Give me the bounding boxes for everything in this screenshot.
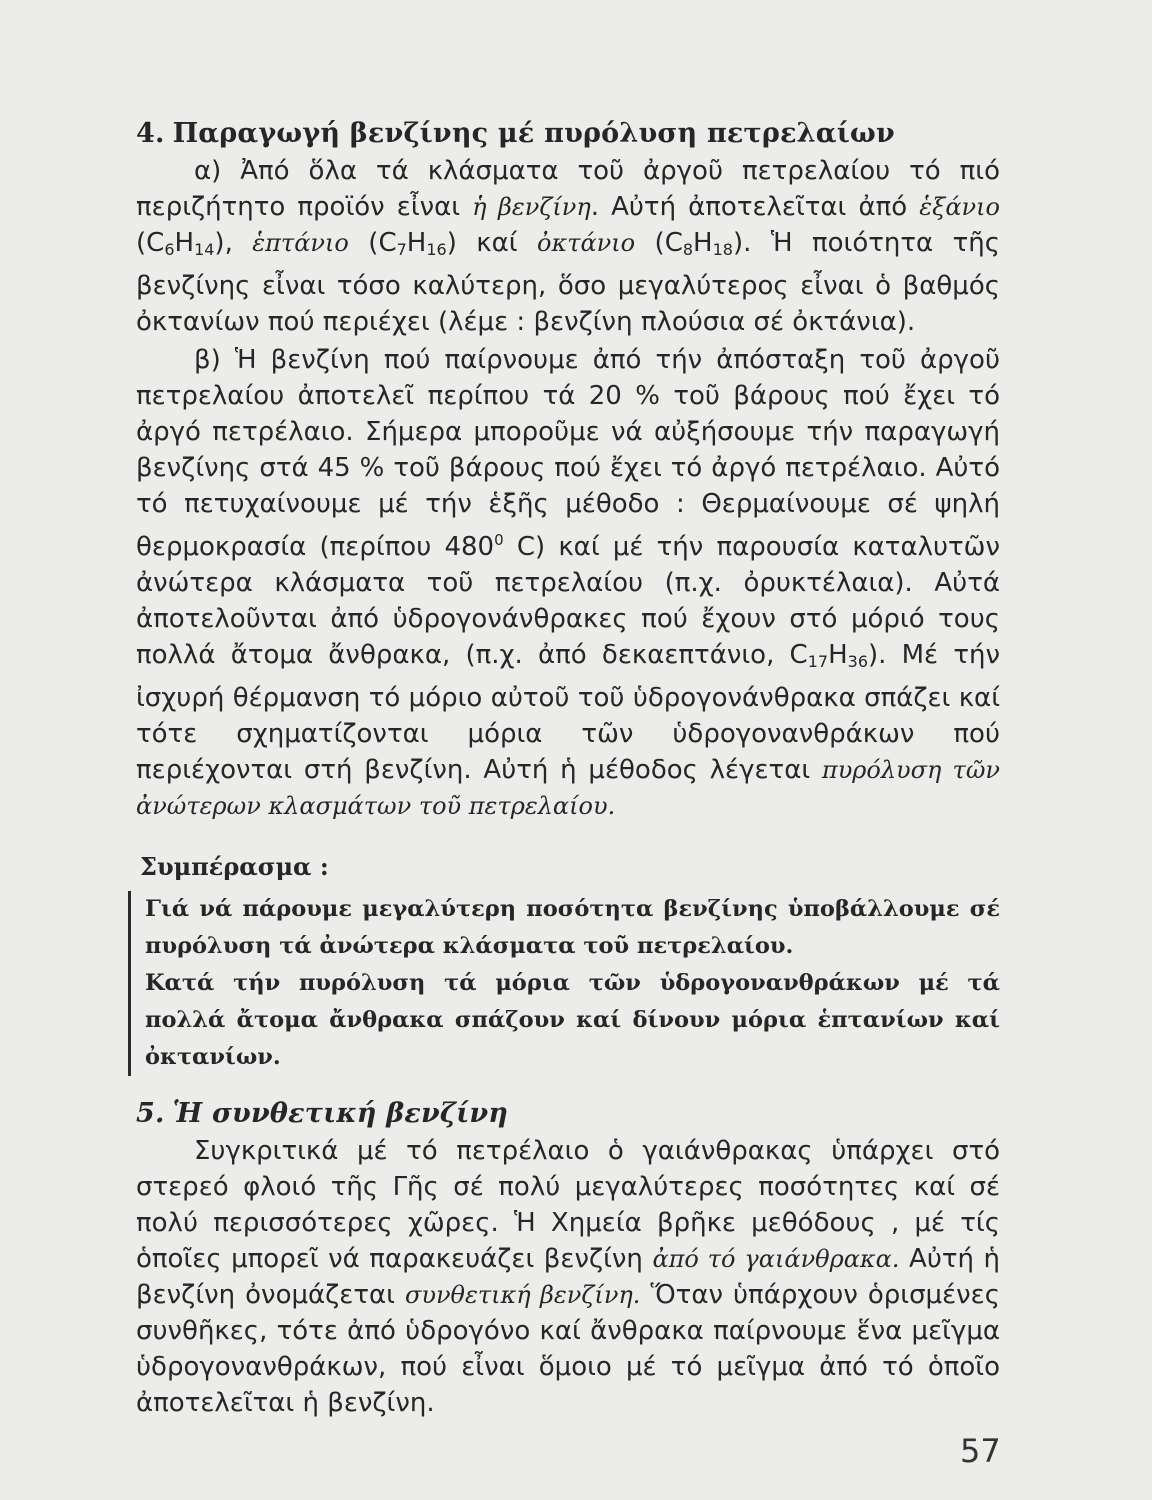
text-run: Συγκριτικά μέ τό πετρέλαιο ὁ γαιάνθρακας ὑπάρχει στό στερεό φλοιό τῆς Γῆς σέ πολύ μεγαλύτερες ποσότητες καί σέ πολύ περισσότερες χῶρες. Ἡ Χημεία βρῆκε μεθόδους , μέ τίς ὁποῖες μπορεῖ νά παρακευάζει βενζίνη (136, 1136, 1000, 1274)
section-4-heading (136, 118, 1000, 149)
italic-term: ἡ βενζίνη (472, 193, 591, 221)
text-run: ) καί (446, 228, 537, 258)
text-run: (C (348, 228, 397, 258)
section-5-heading (136, 1098, 1000, 1129)
text-run: (C (635, 228, 683, 258)
section-4-title: Παραγωγή βενζίνης μέ πυρόλυση πετρελαίων (172, 118, 895, 149)
text-run: Αὐτή ἡ βενζίνη ὀνομάζεται (136, 1244, 1000, 1310)
text-run: β) Ἡ βενζίνη πού παίρνουμε ἀπό τήν ἀπόσταξη τοῦ ἀργοῦ πετρελαίου ἀποτελεῖ περίπου τά 20 % τοῦ βάρους πού ἔχει τό ἀργό πετρέλαιο. Σήμερα μποροῦμε νά αὐξήσουμε τήν παραγωγή βενζίνης στά 45 % τοῦ βάρους πού ἔχει τό ἀργό πετρέλαιο. Αὐτό τό πετυχαίνουμε μέ τήν ἑξῆς μέθοδο : Θερμαίνουμε σέ ψηλή θερμοκρασία (περίπου 480 (136, 345, 1000, 562)
italic-term-heptane: ἑπτάνιο (252, 229, 349, 257)
subscript: 18 (712, 240, 733, 259)
subscript: 16 (426, 240, 447, 259)
text-run: α) Ἀπό ὅλα τά κλάσματα τοῦ ἀργοῦ πετρελαίου τό πιό περιζήτητο προϊόν εἶναι (136, 156, 1000, 222)
conclusion-box (128, 891, 1000, 1076)
subscript: 17 (807, 652, 829, 671)
italic-term-coal: ἀπό τό γαιάνθρακα. (652, 1245, 900, 1273)
superscript: 0 (494, 531, 504, 549)
text-run: H (406, 228, 427, 258)
conclusion-title: Συμπέρασμα : (140, 852, 329, 881)
text-run: Ὅταν ὑπάρχουν ὁρισμένες συνθῆκες, τότε ἀπό ὑδρογόνο καί ἄνθρακα παίρνουμε ἕνα μεῖγμα ὑδρογονανθράκων, πού εἶναι ὅμοιο μέ τό μεῖγμα ἀπό τό ὁποῖο ἀποτελεῖται ἡ βενζίνη. (136, 1280, 1000, 1418)
section-4-number: 4. (136, 118, 165, 149)
text-run: H (174, 228, 195, 258)
text-run: (C (136, 228, 165, 258)
text-run: H (828, 640, 848, 670)
conclusion-line-2: Κατά τήν πυρόλυση τά μόρια τῶν ὑδρογονανθράκων μέ τά πολλά ἄτομα ἄνθρακα σπάζουν καί δίνουν μόρια ἑπτανίων καί ὀκτανίων. (145, 970, 1000, 1070)
text-run: ), (214, 228, 253, 258)
subscript: 7 (396, 240, 407, 259)
paragraph-synthetic (136, 1133, 1000, 1421)
section-5-title: Ἡ συνθετική βενζίνη (172, 1098, 509, 1129)
text-run: C) καί μέ τήν παρουσία καταλυτῶν ἀνώτερα κλάσματα τοῦ πετρελαίου (π.χ. ὀρυκτέλαια). Αὐτά ἀποτελοῦνται ἀπό ὑδρογονάνθρακες πού ἔχουν στό μόριό τους πολλά ἄτομα ἄνθρακα, (π.χ. ἀπό δεκαεπτάνιο, C (136, 532, 1000, 670)
subscript: 14 (194, 240, 215, 259)
page-content (136, 118, 1000, 1421)
conclusion-block (128, 852, 1000, 1076)
paragraph-a (136, 153, 1000, 340)
subscript: 8 (682, 240, 694, 259)
text-run: ). Μέ τήν ἰσχυρή θέρμανση τό μόριο αὐτοῦ τοῦ ὑδρογονάνθρακα σπάζει καί τότε σχηματίζονται μόρια τῶν ὑδρογονανθράκων πού περιέχονται στή βενζίνη. Αὐτή ἡ μέθοδος λέγεται (136, 640, 1000, 785)
subscript: 6 (164, 240, 175, 259)
text-run: ). Ἡ ποιότητα τῆς βενζίνης εἶναι τόσο καλύτερη, ὅσο μεγαλύτερος εἶναι ὁ βαθμός ὀκτανίων πού περιέχει (λέμε : βενζίνη πλούσια σέ ὀκτάνια). (136, 228, 1000, 337)
italic-term-octane: ὀκτάνιο (537, 229, 636, 257)
conclusion-line-1: Γιά νά πάρουμε μεγαλύτερη ποσότητα βενζίνης ὑποβάλλουμε σέ πυρόλυση τά ἀνώτερα κλάσματα τοῦ πετρελαίου. (145, 896, 1000, 959)
text-run: H (693, 228, 713, 258)
italic-term-pyrolysis: πυρόλυση τῶν ἀνώτερων κλασμάτων τοῦ πετρελαίου. (136, 756, 1000, 820)
section-5-number: 5. (136, 1098, 165, 1129)
page-number: 57 (960, 1432, 1001, 1470)
subscript: 36 (847, 652, 868, 671)
italic-term-hexane: ἑξάνιο (919, 193, 1000, 221)
text-run: . Αὐτή ἀποτελεῖται ἀπό (590, 192, 920, 222)
italic-term-synthetic: συνθετική βενζίνη. (404, 1281, 641, 1309)
paragraph-b (136, 342, 1000, 824)
